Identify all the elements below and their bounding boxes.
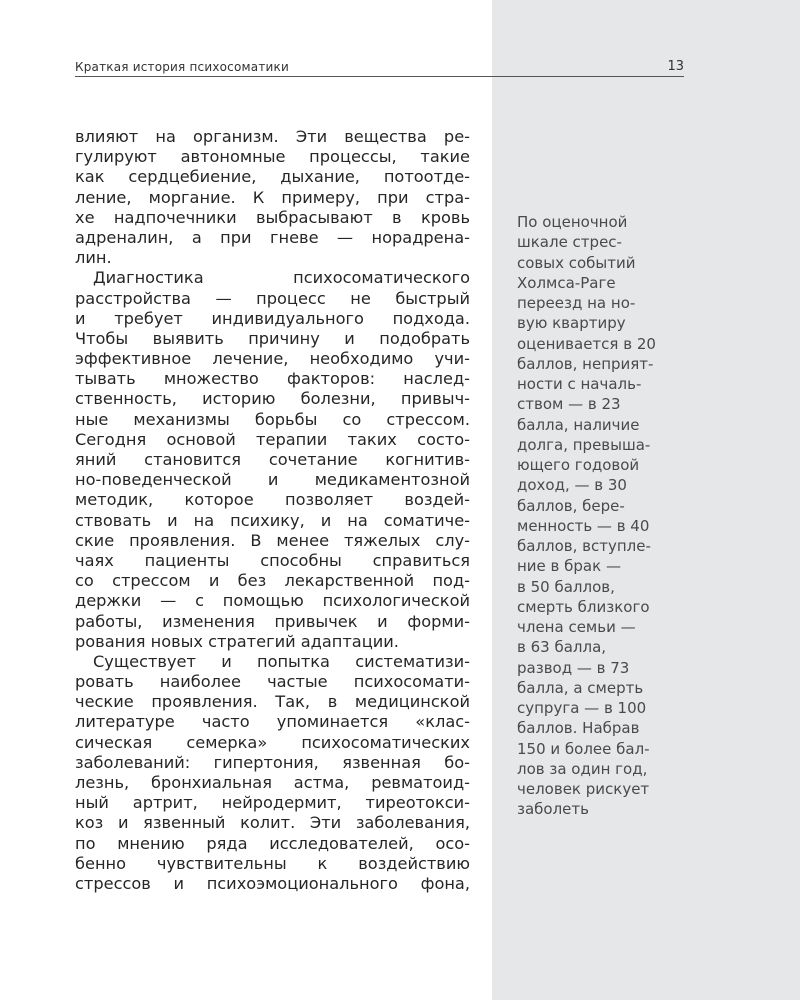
text-line: яний становится сочетание когнитив- xyxy=(75,450,470,469)
text-line: чаях пациенты способны справиться xyxy=(75,550,470,570)
sidenote-line: балла, наличие xyxy=(517,415,640,434)
text-line: Существует и попытка систематизи- xyxy=(93,651,470,671)
sidenote-line: оценивается в 20 xyxy=(517,334,656,353)
sidenote-line: человек рискует xyxy=(517,780,650,798)
sidenote-line: в 50 баллов, xyxy=(517,577,615,596)
sidenote-line: супруга — в 100 xyxy=(517,699,647,717)
sidenote-line: По оценочной xyxy=(517,213,628,231)
text-line: рования новых стратегий адаптации. xyxy=(75,631,399,651)
text-line: работы, изменения привычек и форми- xyxy=(75,611,470,631)
sidenote-line: баллов, неприят- xyxy=(517,354,654,373)
text-line: ление, моргание. К примеру, при стра- xyxy=(75,187,470,207)
sidenote-line: заболеть xyxy=(517,800,589,819)
text-line: тывать множество факторов: наслед- xyxy=(75,369,470,389)
sidenote-line: вую квартиру xyxy=(517,314,626,333)
sidenote-line: Холмса-Раге xyxy=(517,273,616,292)
text-line: хе надпочечники выбрасывают в кровь xyxy=(75,207,470,227)
text-line: ный артрит, нейродермит, тиреотокси- xyxy=(75,793,470,813)
sidenote-line: переезд на но- xyxy=(517,294,636,312)
text-line: бенно чувствительны к воздействию xyxy=(75,853,470,873)
text-line: эффективное лечение, необходимо учи- xyxy=(75,349,470,369)
text-line: со стрессом и без лекарственной под- xyxy=(75,571,470,591)
text-line: ские проявления. В менее тяжелых слу- xyxy=(75,530,470,550)
sidenote-line: балла, а смерть xyxy=(517,678,644,697)
text-line: методик, которое позволяет воздей- xyxy=(75,490,470,510)
text-line: Диагностика психосоматического xyxy=(93,268,470,288)
text-line: коз и язвенный колит. Эти заболевания, xyxy=(75,813,470,833)
sidenote-line: в 63 балла, xyxy=(517,638,607,657)
text-line: расстройства — процесс не быстрый xyxy=(75,288,470,308)
sidenote-line: лов за один год, xyxy=(517,759,648,778)
running-header xyxy=(75,60,684,77)
text-line: адреналин, а при гневе — норадрена- xyxy=(75,227,470,247)
sidenote-line: 150 и более бал- xyxy=(517,739,650,758)
sidenote-line: менность — в 40 xyxy=(517,516,650,535)
main-text-column xyxy=(75,127,470,894)
text-line: лезнь, бронхиальная астма, ревматоид- xyxy=(75,773,470,792)
sidenote-line: совых событий xyxy=(517,253,636,272)
text-line: гулируют автономные процессы, такие xyxy=(75,147,470,167)
text-line: ствовать и на психику, и на соматиче- xyxy=(75,510,470,530)
text-line: как сердцебиение, дыхание, потоотде- xyxy=(75,167,470,187)
text-line: литературе часто упоминается «клас- xyxy=(75,712,470,732)
text-line: заболеваний: гипертония, язвенная бо- xyxy=(75,752,470,772)
text-line: лин. xyxy=(75,248,112,268)
sidenote-line: смерть близкого xyxy=(517,597,650,616)
text-line: ческие проявления. Так, в медицинской xyxy=(75,692,470,712)
sidenote-line: баллов, бере- xyxy=(517,496,625,515)
chapter-title: Краткая история психосоматики xyxy=(75,60,289,74)
sidenote-line: доход, — в 30 xyxy=(517,476,627,495)
text-line: ные механизмы борьбы со стрессом. xyxy=(75,409,470,429)
sidenote xyxy=(517,212,687,820)
text-line: и требует индивидуального подхода. xyxy=(75,308,470,328)
sidenote-line: баллов. Набрав xyxy=(517,719,640,738)
sidenote-line: баллов, вступле- xyxy=(517,537,651,555)
text-line: влияют на организм. Эти вещества ре- xyxy=(75,127,470,146)
sidenote-line: развод — в 73 xyxy=(517,658,630,677)
text-line: ственность, историю болезни, привыч- xyxy=(75,389,470,409)
sidenote-line: члена семьи — xyxy=(517,618,636,636)
text-line: Сегодня основой терапии таких состо- xyxy=(75,429,470,449)
sidenote-line: ющего годовой xyxy=(517,456,640,474)
text-line: стрессов и психоэмоционального фона, xyxy=(75,873,470,893)
sidenote-line: шкале стрес- xyxy=(517,233,622,252)
text-line: Чтобы выявить причину и подобрать xyxy=(75,328,470,348)
sidenote-line: ние в брак — xyxy=(517,557,621,576)
sidenote-line: долга, превыша- xyxy=(517,435,651,454)
page-number: 13 xyxy=(667,59,684,74)
text-line: сическая семерка» психосоматических xyxy=(75,732,470,752)
text-line: но-поведенческой и медикаментозной xyxy=(75,470,470,490)
sidenote-line: ством — в 23 xyxy=(517,395,621,414)
text-line: ровать наиболее частые психосомати- xyxy=(75,672,470,692)
text-line: держки — с помощью психологической xyxy=(75,591,470,611)
sidenote-line: ности с началь- xyxy=(517,375,642,393)
text-line: по мнению ряда исследователей, осо- xyxy=(75,833,470,853)
